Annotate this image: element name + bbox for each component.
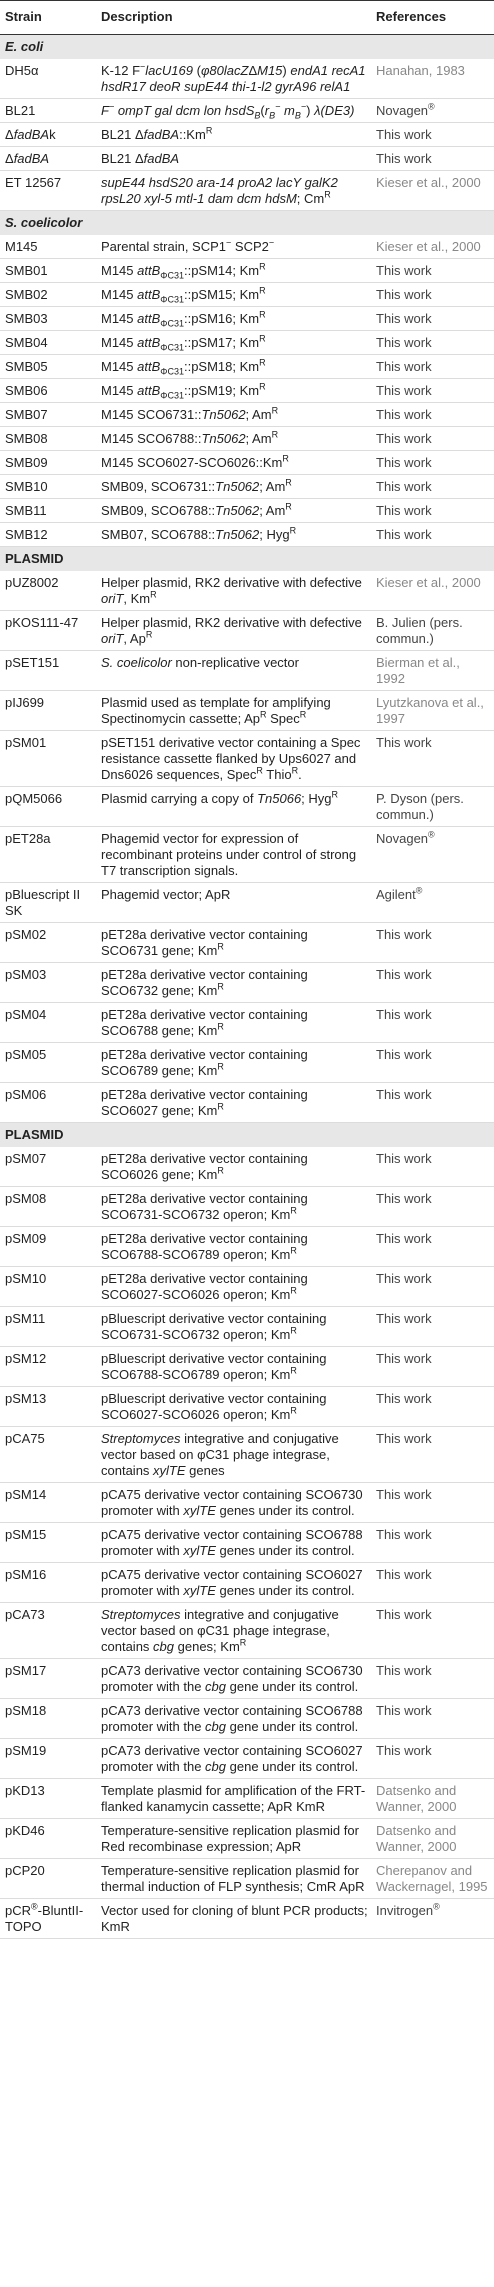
strain-cell: pSM04 (0, 1003, 96, 1043)
strain-cell: pCR®-BluntII-TOPO (0, 1899, 96, 1939)
table-row (0, 1899, 494, 1939)
strain-cell: SMB12 (0, 523, 96, 547)
description-cell: pCA75 derivative vector containing SCO6027 promoter with xylTE genes under its control. (96, 1563, 371, 1603)
table-row (0, 571, 494, 611)
section-header-ecoli (0, 35, 494, 60)
strain-cell: SMB10 (0, 475, 96, 499)
section-title: E. coli (0, 35, 494, 60)
table-row (0, 379, 494, 403)
description-cell: SMB09, SCO6731::Tn5062; $Am^R$ (96, 475, 371, 499)
description-cell: Streptomyces integrative and conjugative vector based on φC31 phage integrase, contains cbg genes; $Km^R$ (96, 1603, 371, 1659)
description-cell: pBluescript derivative vector containing SCO6731-SCO6732 operon; $Km^R$ (96, 1307, 371, 1347)
reference-cell: This work (371, 1043, 494, 1083)
description-cell: Temperature-sensitive replication plasmid for Red recombinase expression; ApR (96, 1819, 371, 1859)
description-cell: M145 attB$_{\Phi C31}$::pSM16; $Km^R$ (96, 307, 371, 331)
reference-cell: This work (371, 923, 494, 963)
description-cell: pBluescript derivative vector containing SCO6027-SCO6026 operon; $Km^R$ (96, 1387, 371, 1427)
reference-cell: Lyutzkanova et al., 1997 (371, 691, 494, 731)
section-header-scoelicolor (0, 211, 494, 236)
reference-cell: This work (371, 1267, 494, 1307)
strain-cell: pSM06 (0, 1083, 96, 1123)
table-row (0, 1523, 494, 1563)
reference-cell: Bierman et al., 1992 (371, 651, 494, 691)
strain-cell: M145 (0, 235, 96, 259)
table-row (0, 1483, 494, 1523)
table-row (0, 787, 494, 827)
strain-cell: pSM05 (0, 1043, 96, 1083)
reference-cell: This work (371, 1387, 494, 1427)
description-cell: S. coelicolor non-replicative vector (96, 651, 371, 691)
table-row (0, 611, 494, 651)
reference-cell: This work (371, 283, 494, 307)
table-row (0, 923, 494, 963)
table-row (0, 59, 494, 99)
reference-cell: This work (371, 451, 494, 475)
description-cell: M145 attB$_{\Phi C31}$::pSM14; $Km^R$ (96, 259, 371, 283)
reference-cell: This work (371, 259, 494, 283)
strain-cell: pSM17 (0, 1659, 96, 1699)
strain-cell: pKOS111-47 (0, 611, 96, 651)
description-cell: Phagemid vector for expression of recombinant proteins under control of strong T7 transcription signals. (96, 827, 371, 883)
reference-cell: This work (371, 1227, 494, 1267)
reference-cell: Kieser et al., 2000 (371, 235, 494, 259)
strain-cell: SMB07 (0, 403, 96, 427)
description-cell: pCA75 derivative vector containing SCO6730 promoter with xylTE genes under its control. (96, 1483, 371, 1523)
reference-cell: This work (371, 1739, 494, 1779)
section-title: PLASMID (0, 547, 494, 572)
description-cell: SMB07, SCO6788::Tn5062; Hyg$^R$ (96, 523, 371, 547)
reference-cell: This work (371, 1427, 494, 1483)
strain-cell: SMB05 (0, 355, 96, 379)
reference-cell: This work (371, 1563, 494, 1603)
section-header-plasmid2 (0, 1123, 494, 1148)
reference-cell: This work (371, 307, 494, 331)
description-cell: Template plasmid for amplification of the FRT-flanked kanamycin cassette; ApR KmR (96, 1779, 371, 1819)
reference-cell: This work (371, 331, 494, 355)
strain-cell: ΔfadBA (0, 147, 96, 171)
description-cell: Vector used for cloning of blunt PCR products; KmR (96, 1899, 371, 1939)
strain-cell: pSM19 (0, 1739, 96, 1779)
description-cell: pET28a derivative vector containing SCO6731-SCO6732 operon; $Km^R$ (96, 1187, 371, 1227)
description-cell: Temperature-sensitive replication plasmid for thermal induction of FLP synthesis; CmR ApR (96, 1859, 371, 1899)
strain-cell: pSM16 (0, 1563, 96, 1603)
reference-cell: This work (371, 1003, 494, 1043)
strain-cell: pKD13 (0, 1779, 96, 1819)
table-row (0, 451, 494, 475)
reference-cell: This work (371, 1187, 494, 1227)
table-row (0, 651, 494, 691)
strain-cell: SMB03 (0, 307, 96, 331)
table-header-row (0, 1, 494, 35)
reference-cell: Kieser et al., 2000 (371, 171, 494, 211)
description-cell: F− ompT gal dcm lon $hsdS_B(r_B^-$ $m_B^-$) λ(DE3) (96, 99, 371, 123)
strain-cell: pSM10 (0, 1267, 96, 1307)
description-cell: pET28a derivative vector containing SCO6027-SCO6026 operon; $Km^R$ (96, 1267, 371, 1307)
description-cell: pET28a derivative vector containing SCO6026 gene; $Km^R$ (96, 1147, 371, 1187)
reference-cell: Kieser et al., 2000 (371, 571, 494, 611)
strain-cell: pSM11 (0, 1307, 96, 1347)
strain-cell: pSM14 (0, 1483, 96, 1523)
strain-cell: SMB11 (0, 499, 96, 523)
reference-cell: P. Dyson (pers. commun.) (371, 787, 494, 827)
header-references: References (376, 9, 447, 24)
description-cell: pCA73 derivative vector containing SCO6027 promoter with the cbg gene under its control. (96, 1739, 371, 1779)
table-row (0, 1003, 494, 1043)
strain-cell: DH5α (0, 59, 96, 99)
table-row (0, 1387, 494, 1427)
description-cell: SMB09, SCO6788::Tn5062; $Am^R$ (96, 499, 371, 523)
reference-cell: This work (371, 1083, 494, 1123)
strain-cell: ET 12567 (0, 171, 96, 211)
table-row (0, 1267, 494, 1307)
description-cell: pET28a derivative vector containing SCO6732 gene; $Km^R$ (96, 963, 371, 1003)
description-cell: Helper plasmid, RK2 derivative with defective oriT, $Km^R$ (96, 571, 371, 611)
description-cell: pET28a derivative vector containing SCO6788 gene; $Km^R$ (96, 1003, 371, 1043)
reference-cell: Datsenko and Wanner, 2000 (371, 1779, 494, 1819)
reference-cell: This work (371, 355, 494, 379)
table-row (0, 1779, 494, 1819)
reference-cell: B. Julien (pers. commun.) (371, 611, 494, 651)
reference-cell: Novagen® (371, 827, 494, 883)
strain-cell: pCA73 (0, 1603, 96, 1659)
description-cell: pSET151 derivative vector containing a Spec resistance cassette flanked by Ups6027 and Dns6026 sequences, Spec$^R$ Thio$^R$. (96, 731, 371, 787)
description-cell: M145 SCO6788::Tn5062; $Am^R$ (96, 427, 371, 451)
strain-cell: SMB01 (0, 259, 96, 283)
description-cell: pBluescript derivative vector containing SCO6788-SCO6789 operon; $Km^R$ (96, 1347, 371, 1387)
table-row (0, 1859, 494, 1899)
strain-cell: pET28a (0, 827, 96, 883)
description-cell: supE44 hsdS20 ara-14 proA2 lacY galK2 rpsL20 xyl-5 mtl-1 dam dcm hdsM; $Cm^R$ (96, 171, 371, 211)
description-cell: M145 $SCO6027-SCO6026::Km^R$ (96, 451, 371, 475)
table-row (0, 1739, 494, 1779)
strain-cell: pSM03 (0, 963, 96, 1003)
table-row (0, 1083, 494, 1123)
table-row (0, 1043, 494, 1083)
table-row (0, 355, 494, 379)
reference-cell: Novagen® (371, 99, 494, 123)
strain-cell: ΔfadBAk (0, 123, 96, 147)
strain-cell: SMB09 (0, 451, 96, 475)
reference-cell: This work (371, 499, 494, 523)
table-row (0, 1603, 494, 1659)
description-cell: Plasmid carrying a copy of Tn5066; Hyg$^R$ (96, 787, 371, 827)
table-row (0, 1699, 494, 1739)
table-row (0, 523, 494, 547)
section-header-plasmid1 (0, 547, 494, 572)
strain-cell: SMB08 (0, 427, 96, 451)
description-cell: pCA73 derivative vector containing SCO6788 promoter with the cbg gene under its control. (96, 1699, 371, 1739)
description-cell: M145 attB$_{\Phi C31}$::pSM19; $Km^R$ (96, 379, 371, 403)
strain-cell: pCA75 (0, 1427, 96, 1483)
reference-cell: This work (371, 123, 494, 147)
table-row (0, 99, 494, 123)
strain-cell: pSET151 (0, 651, 96, 691)
description-cell: BL21 $\Delta fadBA::Km^R$ (96, 123, 371, 147)
description-cell: Helper plasmid, RK2 derivative with defective oriT, $Ap^R$ (96, 611, 371, 651)
strain-cell: pIJ699 (0, 691, 96, 731)
table-row (0, 171, 494, 211)
reference-cell: This work (371, 427, 494, 451)
reference-cell: This work (371, 1603, 494, 1659)
table-row (0, 427, 494, 451)
table-row (0, 1427, 494, 1483)
reference-cell: This work (371, 147, 494, 171)
strain-cell: pSM01 (0, 731, 96, 787)
section-title: PLASMID (0, 1123, 494, 1148)
reference-cell: Agilent® (371, 883, 494, 923)
reference-cell: This work (371, 1307, 494, 1347)
reference-cell: This work (371, 1483, 494, 1523)
reference-cell: Hanahan, 1983 (371, 59, 494, 99)
strain-cell: pSM09 (0, 1227, 96, 1267)
strain-cell: SMB06 (0, 379, 96, 403)
table-body (0, 35, 494, 1939)
description-cell: M145 attB$_{\Phi C31}$::pSM15; $Km^R$ (96, 283, 371, 307)
table-row (0, 331, 494, 355)
strain-cell: pQM5066 (0, 787, 96, 827)
table-row (0, 1819, 494, 1859)
strain-cell: SMB04 (0, 331, 96, 355)
reference-cell: This work (371, 1347, 494, 1387)
description-cell: pET28a derivative vector containing SCO6027 gene; $Km^R$ (96, 1083, 371, 1123)
reference-cell: This work (371, 963, 494, 1003)
section-title: S. coelicolor (0, 211, 494, 236)
description-cell: pET28a derivative vector containing SCO6731 gene; $Km^R$ (96, 923, 371, 963)
description-cell: pCA73 derivative vector containing SCO6730 promoter with the cbg gene under its control. (96, 1659, 371, 1699)
strain-cell: SMB02 (0, 283, 96, 307)
table-row (0, 1307, 494, 1347)
table-row (0, 1563, 494, 1603)
table-row (0, 475, 494, 499)
table-row (0, 123, 494, 147)
reference-cell: This work (371, 1147, 494, 1187)
table-row (0, 403, 494, 427)
reference-cell: Datsenko and Wanner, 2000 (371, 1819, 494, 1859)
strain-cell: pCP20 (0, 1859, 96, 1899)
strain-cell: pSM12 (0, 1347, 96, 1387)
description-cell: Parental strain, SCP1− SCP2− (96, 235, 371, 259)
table-row (0, 259, 494, 283)
strain-cell: BL21 (0, 99, 96, 123)
strain-cell: pSM13 (0, 1387, 96, 1427)
strain-cell: pSM07 (0, 1147, 96, 1187)
table-row (0, 283, 494, 307)
reference-cell: This work (371, 1523, 494, 1563)
header-description: Description (101, 9, 173, 24)
table-row (0, 691, 494, 731)
description-cell: Phagemid vector; ApR (96, 883, 371, 923)
reference-cell: This work (371, 379, 494, 403)
reference-cell: This work (371, 731, 494, 787)
reference-cell: This work (371, 403, 494, 427)
table-row (0, 235, 494, 259)
strain-cell: pSM18 (0, 1699, 96, 1739)
table-row (0, 1147, 494, 1187)
table-row (0, 147, 494, 171)
strain-cell: pSM15 (0, 1523, 96, 1563)
table-row (0, 1347, 494, 1387)
header-strain: Strain (5, 9, 42, 24)
strain-cell: pUZ8002 (0, 571, 96, 611)
table-row (0, 1187, 494, 1227)
table-row (0, 499, 494, 523)
description-cell: M145 attB$_{\Phi C31}$::pSM18; $Km^R$ (96, 355, 371, 379)
description-cell: pCA75 derivative vector containing SCO6788 promoter with xylTE genes under its control. (96, 1523, 371, 1563)
table-row (0, 963, 494, 1003)
reference-cell: This work (371, 1699, 494, 1739)
strain-cell: pBluescript II SK (0, 883, 96, 923)
description-cell: BL21 ΔfadBA (96, 147, 371, 171)
reference-cell: This work (371, 475, 494, 499)
table-row (0, 1659, 494, 1699)
reference-cell: This work (371, 523, 494, 547)
strain-cell: pKD46 (0, 1819, 96, 1859)
reference-cell: This work (371, 1659, 494, 1699)
description-cell: K-12 F−lacU169 (φ80lacZΔM15) endA1 recA1 hsdR17 deoR supE44 thi-1-l2 gyrA96 relA1 (96, 59, 371, 99)
description-cell: pET28a derivative vector containing SCO6789 gene; $Km^R$ (96, 1043, 371, 1083)
description-cell: M145 SCO6731::Tn5062; $Am^R$ (96, 403, 371, 427)
reference-cell: Invitrogen® (371, 1899, 494, 1939)
description-cell: pET28a derivative vector containing SCO6788-SCO6789 operon; $Km^R$ (96, 1227, 371, 1267)
table-row (0, 307, 494, 331)
table-row (0, 883, 494, 923)
description-cell: Plasmid used as template for amplifying Spectinomycin cassette; $Ap^R$ Spec$^R$ (96, 691, 371, 731)
description-cell: Streptomyces integrative and conjugative vector based on φC31 phage integrase, contains xylTE genes (96, 1427, 371, 1483)
table-row (0, 1227, 494, 1267)
table-row (0, 731, 494, 787)
description-cell: M145 attB$_{\Phi C31}$::pSM17; $Km^R$ (96, 331, 371, 355)
reference-cell: Cherepanov and Wackernagel, 1995 (371, 1859, 494, 1899)
strain-cell: pSM08 (0, 1187, 96, 1227)
strain-cell: pSM02 (0, 923, 96, 963)
table-row (0, 827, 494, 883)
